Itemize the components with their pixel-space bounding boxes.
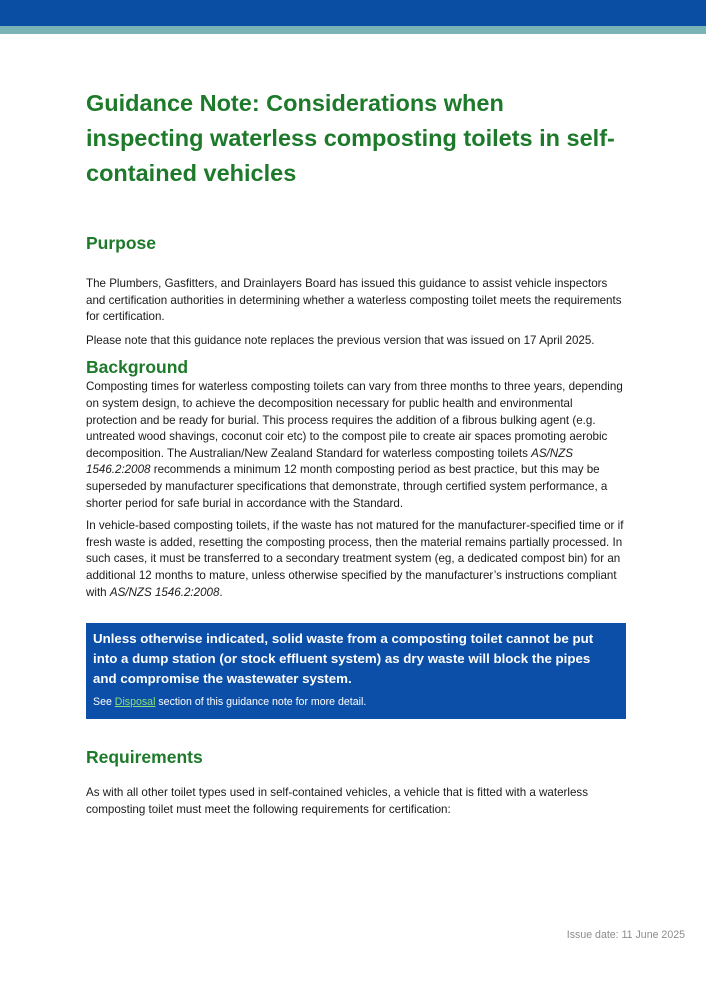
background-p2-text-b: . [219, 585, 223, 599]
background-paragraph-1 [86, 379, 626, 512]
background-paragraph-2 [86, 518, 626, 601]
disposal-section-link[interactable]: Disposal [114, 696, 156, 709]
header-band-teal [0, 26, 706, 34]
background-p1-text-b: recommends a minimum 12 month composting period as best practice, but this may be superseded by manufacturer specifications that demonstrate, through certified system performance, a shorter period for safe burial in accordance with the Standard. [86, 463, 608, 510]
standard-reference: AS/NZS 1546.2:2008 [109, 585, 220, 599]
page-title: Guidance Note: Considerations when inspecting waterless composting toilets in self-contained vehicles [86, 90, 615, 186]
document-body [86, 86, 626, 818]
header-band-blue [0, 0, 706, 26]
background-p2-text-a: In vehicle-based composting toilets, if the waste has not matured for the manufacturer-specified time or if fresh waste is added, resetting the composting process, then the material remains partially processed. In such cases, it must be transferred to a secondary treatment system (eg, a dedicated compost bin) for an additional 12 months to mature, unless otherwise specified by the manufacturer’s instructions compliant with [86, 519, 624, 599]
callout-warning-text: Unless otherwise indicated, solid waste from a composting toilet cannot be put into a dump station (or stock effluent system) as dry waste will block the pipes and compromise the wastewater system. [93, 631, 594, 687]
purpose-heading: Purpose [86, 233, 157, 253]
purpose-paragraph-2: Please note that this guidance note replaces the previous version that was issued on 17 April 2025. [86, 333, 595, 347]
requirements-heading: Requirements [86, 747, 203, 768]
issue-date-footer: Issue date: 11 June 2025 [566, 929, 685, 941]
requirements-paragraph: As with all other toilet types used in self-contained vehicles, a vehicle that is fitted with a waterless composting toilet must meet the following requirements for certification: [86, 786, 589, 816]
callout-note-suffix: section of this guidance note for more detail. [155, 696, 367, 709]
callout-note [93, 695, 616, 709]
background-p1-text-a: Composting times for waterless composting toilets can vary from three months to three years, depending on system design, to achieve the decomposition necessary for public health and environmental protection and be ready for burial. This process requires the addition of a fibrous bulking agent (e.g. untreated wood shavings, coconut coir etc) to the compost pile to create air spaces promoting aerobic decomposition. The Australian/New Zealand Standard for waterless composting toilets [86, 380, 623, 460]
standard-reference: AS/NZS 1546.2:2008 [86, 446, 573, 477]
warning-callout-box [86, 623, 626, 719]
background-heading: Background [86, 357, 189, 378]
purpose-paragraph-1: The Plumbers, Gasfitters, and Drainlayers Board has issued this guidance to assist vehicle inspectors and certification authorities in determining whether a waterless composting toilet meets the requirements for certification. [86, 277, 622, 324]
callout-note-prefix: See [93, 696, 115, 709]
